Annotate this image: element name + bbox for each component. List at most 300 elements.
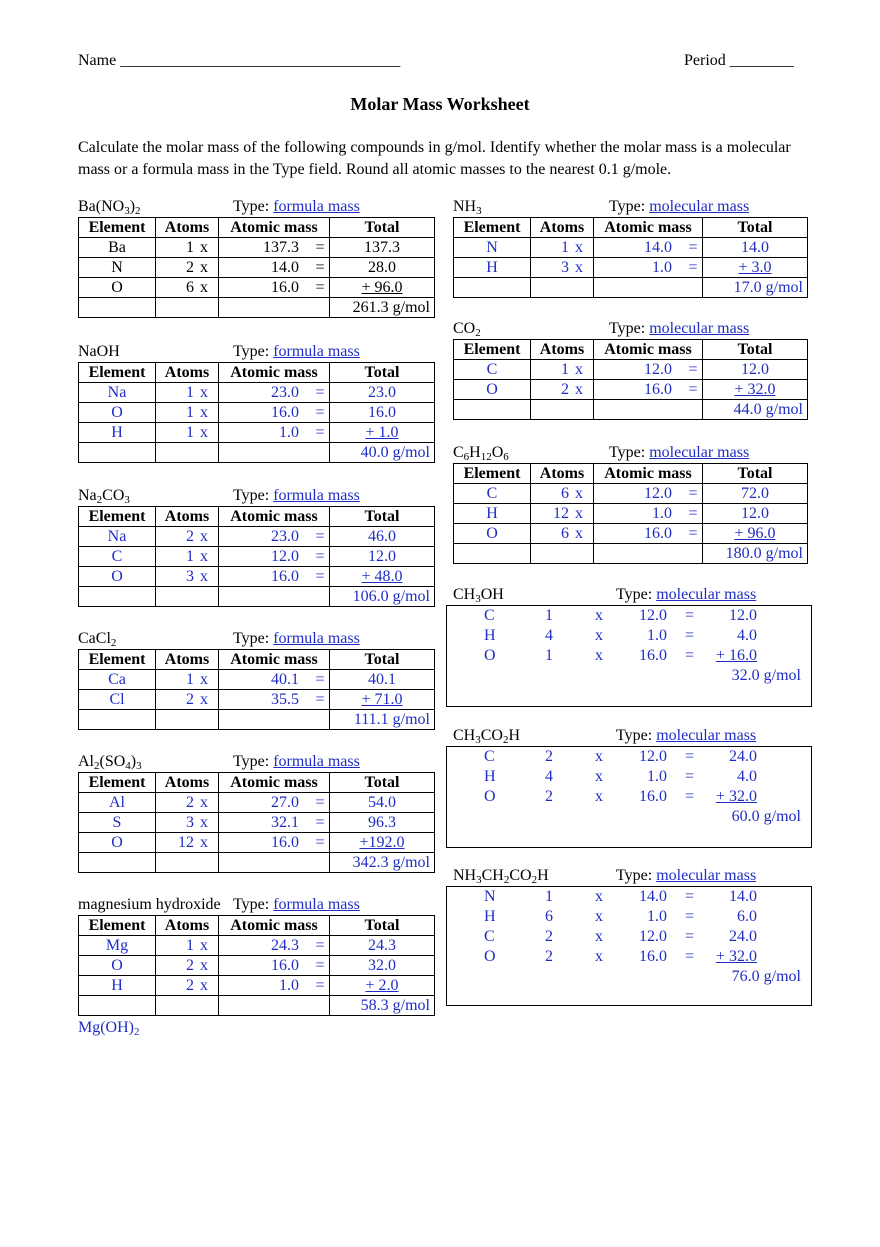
type-field[interactable]	[233, 896, 360, 914]
times-sign: x	[200, 690, 208, 708]
atom-count: 1	[186, 670, 194, 688]
atoms-cell[interactable]	[156, 690, 219, 710]
type-answer[interactable]: formula mass	[273, 198, 360, 215]
total-cell[interactable]	[330, 238, 435, 258]
problem-box-3	[446, 866, 818, 1006]
table-row	[79, 936, 435, 956]
table-row	[79, 403, 435, 423]
subscript: 3	[124, 205, 130, 217]
equals-sign: =	[685, 627, 695, 644]
atomic-mass-cell[interactable]	[594, 484, 703, 504]
type-answer[interactable]: molecular mass	[656, 727, 757, 744]
type-answer[interactable]: formula mass	[273, 487, 360, 504]
type-label: Type:	[616, 867, 653, 884]
total-cell[interactable]	[703, 380, 808, 400]
sum-row	[79, 853, 435, 873]
element-cell[interactable]: Al	[79, 793, 156, 813]
atom-count: 1	[545, 647, 553, 664]
times-sign: x	[595, 647, 603, 664]
column-header: Atoms	[156, 218, 219, 238]
row-total: + 1.0	[365, 423, 399, 441]
total-cell[interactable]	[330, 976, 435, 996]
subscript: 2	[502, 734, 509, 746]
empty-cell	[156, 298, 219, 318]
atomic-mass-cell[interactable]	[219, 403, 330, 423]
type-answer[interactable]: molecular mass	[649, 320, 750, 337]
times-sign: x	[200, 383, 208, 401]
column-header: Atomic mass	[219, 507, 330, 527]
column-header: Element	[454, 340, 531, 360]
work-line	[447, 928, 811, 948]
table-row	[454, 360, 808, 380]
times-sign: x	[200, 567, 208, 585]
atomic-mass: 23.0	[271, 527, 299, 545]
atomic-mass: 1.0	[647, 627, 667, 644]
table-row	[79, 383, 435, 403]
atomic-mass-cell[interactable]	[219, 238, 330, 258]
formula-part: )	[129, 198, 136, 215]
type-answer[interactable]: formula mass	[273, 630, 360, 647]
atomic-mass-cell[interactable]	[219, 936, 330, 956]
row-total: + 71.0	[361, 690, 403, 708]
atoms-cell[interactable]	[156, 956, 219, 976]
times-sign: x	[200, 423, 208, 441]
sum-value: 32.0 g/mol	[731, 667, 801, 684]
atomic-mass: 27.0	[271, 793, 299, 811]
atomic-mass-cell[interactable]	[594, 380, 703, 400]
atomic-mass-cell[interactable]	[219, 527, 330, 547]
formula-part: CaCl	[78, 630, 111, 647]
atomic-mass-cell[interactable]	[219, 547, 330, 567]
element-cell[interactable]: N	[454, 238, 531, 258]
element-cell[interactable]: O	[454, 524, 531, 544]
subscript: 3	[136, 760, 142, 772]
element-cell[interactable]: O	[79, 278, 156, 298]
molar-mass-total[interactable]: 111.1 g/mol	[330, 710, 435, 730]
table-header-row	[79, 916, 435, 936]
type-field[interactable]	[616, 867, 756, 885]
total-cell[interactable]	[330, 383, 435, 403]
subscript: 2	[135, 205, 141, 217]
problem-2	[78, 342, 435, 463]
type-label: Type:	[233, 630, 270, 647]
element-cell[interactable]: Cl	[79, 690, 156, 710]
atomic-mass-cell[interactable]	[219, 423, 330, 443]
type-field[interactable]	[233, 198, 360, 216]
sum-row	[79, 443, 435, 463]
element-cell[interactable]: H	[454, 504, 531, 524]
empty-cell	[156, 996, 219, 1016]
atomic-mass: 16.0	[639, 788, 667, 805]
atomic-mass: 1.0	[652, 504, 672, 522]
type-field[interactable]	[609, 320, 749, 338]
equals-sign: =	[688, 258, 698, 276]
type-field[interactable]	[616, 586, 756, 604]
column-header: Element	[79, 507, 156, 527]
total-cell[interactable]	[330, 403, 435, 423]
type-answer[interactable]: molecular mass	[649, 444, 750, 461]
element-cell[interactable]: C	[454, 484, 531, 504]
atoms-cell[interactable]	[156, 278, 219, 298]
element-cell[interactable]: N	[79, 258, 156, 278]
atomic-mass: 12.0	[644, 360, 672, 378]
formula-part: magnesium hydroxide	[78, 896, 221, 913]
atomic-mass-cell[interactable]	[219, 813, 330, 833]
total-cell[interactable]	[330, 527, 435, 547]
atom-count: 3	[561, 258, 569, 276]
compound-name	[453, 444, 509, 462]
atoms-cell[interactable]	[531, 258, 594, 278]
type-answer[interactable]: molecular mass	[656, 586, 757, 603]
total-cell[interactable]	[330, 690, 435, 710]
empty-cell	[219, 587, 330, 607]
times-sign: x	[575, 484, 583, 502]
atoms-cell[interactable]	[156, 403, 219, 423]
compound-name	[78, 343, 120, 361]
element-cell[interactable]: C	[79, 547, 156, 567]
times-sign: x	[595, 908, 603, 925]
atoms-cell[interactable]	[156, 527, 219, 547]
element-cell[interactable]: H	[454, 258, 531, 278]
atoms-cell[interactable]	[156, 423, 219, 443]
total-cell[interactable]	[330, 936, 435, 956]
period-field[interactable]: Period ________	[684, 52, 794, 69]
total-cell[interactable]	[703, 360, 808, 380]
times-sign: x	[200, 976, 208, 994]
problem-4	[78, 629, 435, 730]
row-total: 32.0	[368, 956, 396, 974]
atoms-cell[interactable]	[531, 504, 594, 524]
problem-header	[78, 342, 435, 362]
atom-count: 1	[186, 936, 194, 954]
atomic-mass-cell[interactable]	[219, 278, 330, 298]
molar-mass-total[interactable]: 261.3 g/mol	[330, 298, 435, 318]
element-cell[interactable]: H	[79, 976, 156, 996]
instructions: Calculate the molar mass of the following compounds in g/mol. Identify whether the molar mass is a molecular mass or a formula mass in the Type field. Round all atomic masses to the nearest 0.1 g/mole.	[78, 139, 791, 178]
type-field[interactable]	[233, 753, 360, 771]
row-total: + 32.0	[734, 380, 776, 398]
atom-count: 2	[186, 976, 194, 994]
atom-count: 6	[186, 278, 194, 296]
problem-header	[453, 319, 811, 339]
atomic-mass-cell[interactable]	[219, 567, 330, 587]
times-sign: x	[595, 748, 603, 765]
element-cell[interactable]: Na	[79, 527, 156, 547]
formula-part: NH	[453, 867, 477, 884]
element-cell[interactable]: C	[454, 360, 531, 380]
molar-mass-total[interactable]	[447, 968, 811, 988]
table-row	[79, 527, 435, 547]
problem-header	[78, 629, 435, 649]
row-total: + 96.0	[734, 524, 776, 542]
molar-mass-total[interactable]: 40.0 g/mol	[330, 443, 435, 463]
atom-count: 6	[561, 524, 569, 542]
row-total: 12.0	[741, 504, 769, 522]
element-symbol: C	[484, 928, 495, 945]
equals-sign: =	[315, 976, 325, 994]
work-line	[447, 748, 811, 768]
total-cell[interactable]	[330, 813, 435, 833]
atomic-mass: 14.0	[271, 258, 299, 276]
problem-box-1	[446, 585, 818, 707]
subscript: 3	[124, 494, 130, 506]
times-sign: x	[200, 238, 208, 256]
atomic-mass-cell[interactable]	[219, 793, 330, 813]
table-header-row	[454, 218, 808, 238]
molar-mass-table	[453, 339, 808, 420]
type-field[interactable]	[233, 343, 360, 361]
element-cell[interactable]: O	[79, 956, 156, 976]
subscript: 2	[110, 637, 117, 649]
atomic-mass: 23.0	[271, 383, 299, 401]
atomic-mass-cell[interactable]	[594, 524, 703, 544]
sum-row	[79, 587, 435, 607]
molar-mass-table	[78, 217, 435, 318]
atomic-mass: 1.0	[279, 976, 299, 994]
atomic-mass-cell[interactable]	[594, 504, 703, 524]
table-header-row	[79, 773, 435, 793]
total-cell[interactable]	[330, 670, 435, 690]
total-cell[interactable]	[330, 278, 435, 298]
row-total: 4.0	[737, 768, 757, 785]
times-sign: x	[200, 278, 208, 296]
molar-mass-table	[78, 772, 435, 873]
equals-sign: =	[315, 383, 325, 401]
equals-sign: =	[315, 793, 325, 811]
table-row	[454, 504, 808, 524]
atomic-mass: 24.3	[271, 936, 299, 954]
type-answer[interactable]: molecular mass	[649, 198, 750, 215]
atomic-mass-cell[interactable]	[219, 383, 330, 403]
molar-mass-total[interactable]	[447, 808, 811, 828]
equals-sign: =	[685, 647, 695, 664]
equals-sign: =	[688, 360, 698, 378]
equals-sign: =	[315, 238, 325, 256]
type-answer[interactable]: formula mass	[273, 753, 360, 770]
empty-cell	[454, 544, 531, 564]
empty-cell	[219, 443, 330, 463]
type-label: Type:	[233, 343, 270, 360]
atoms-cell[interactable]	[531, 360, 594, 380]
molar-mass-total[interactable]: 17.0 g/mol	[703, 278, 808, 298]
column-header: Element	[79, 773, 156, 793]
element-cell[interactable]: Mg	[79, 936, 156, 956]
subscript: 2	[475, 327, 481, 339]
column-header: Element	[454, 464, 531, 484]
type-field[interactable]	[616, 727, 756, 745]
atom-count: 1	[186, 403, 194, 421]
atomic-mass-cell[interactable]	[219, 258, 330, 278]
row-total: 12.0	[729, 607, 757, 624]
type-answer[interactable]: formula mass	[273, 896, 360, 913]
element-cell[interactable]: Ca	[79, 670, 156, 690]
empty-cell	[79, 710, 156, 730]
atomic-mass-cell[interactable]	[219, 670, 330, 690]
times-sign: x	[200, 956, 208, 974]
problem-right-3	[453, 443, 811, 564]
atoms-cell[interactable]	[531, 380, 594, 400]
equals-sign: =	[315, 690, 325, 708]
atomic-mass-cell[interactable]	[594, 360, 703, 380]
element-cell[interactable]: O	[79, 567, 156, 587]
total-cell[interactable]	[703, 484, 808, 504]
atomic-mass: 16.0	[639, 948, 667, 965]
molar-mass-total[interactable]: 342.3 g/mol	[330, 853, 435, 873]
atom-count: 1	[186, 238, 194, 256]
atomic-mass-cell[interactable]	[219, 956, 330, 976]
element-cell[interactable]: O	[79, 403, 156, 423]
work-line	[447, 788, 811, 808]
total-cell[interactable]	[330, 833, 435, 853]
column-header: Total	[330, 650, 435, 670]
element-cell[interactable]: O	[454, 380, 531, 400]
type-answer[interactable]: molecular mass	[656, 867, 757, 884]
times-sign: x	[200, 547, 208, 565]
atoms-cell[interactable]	[531, 484, 594, 504]
atomic-mass: 12.0	[644, 484, 672, 502]
atoms-cell[interactable]	[156, 238, 219, 258]
element-cell[interactable]: Na	[79, 383, 156, 403]
atomic-mass-cell[interactable]	[219, 833, 330, 853]
molar-mass-total[interactable]: 106.0 g/mol	[330, 587, 435, 607]
atomic-mass-cell[interactable]	[219, 976, 330, 996]
formula-part: (SO	[99, 753, 126, 770]
type-label: Type:	[609, 320, 646, 337]
atomic-mass-cell[interactable]	[219, 690, 330, 710]
molar-mass-total[interactable]: 180.0 g/mol	[703, 544, 808, 564]
total-cell[interactable]	[330, 793, 435, 813]
total-cell[interactable]	[330, 956, 435, 976]
type-field[interactable]	[609, 444, 749, 462]
column-header: Atomic mass	[219, 218, 330, 238]
atomic-mass: 16.0	[644, 524, 672, 542]
table-row	[79, 813, 435, 833]
sum-row	[454, 544, 808, 564]
total-cell[interactable]	[703, 524, 808, 544]
type-field[interactable]	[609, 198, 749, 216]
type-field[interactable]	[233, 487, 360, 505]
atom-count: 6	[545, 908, 553, 925]
atomic-mass: 12.0	[639, 748, 667, 765]
atoms-cell[interactable]	[531, 524, 594, 544]
problem-box-2	[446, 726, 818, 848]
column-header: Total	[703, 340, 808, 360]
type-label: Type:	[609, 198, 646, 215]
element-cell[interactable]: H	[79, 423, 156, 443]
total-cell[interactable]	[703, 258, 808, 278]
times-sign: x	[200, 670, 208, 688]
molar-mass-total[interactable]: 58.3 g/mol	[330, 996, 435, 1016]
formula-part: CH	[481, 867, 504, 884]
atoms-cell[interactable]	[156, 833, 219, 853]
column-header: Atomic mass	[219, 916, 330, 936]
atoms-cell[interactable]	[156, 547, 219, 567]
atoms-cell[interactable]	[531, 238, 594, 258]
compound-name	[453, 727, 520, 745]
total-cell[interactable]	[703, 504, 808, 524]
atoms-cell[interactable]	[156, 670, 219, 690]
atomic-mass-cell[interactable]	[594, 258, 703, 278]
times-sign: x	[595, 928, 603, 945]
compound-name	[78, 487, 130, 505]
table-row	[79, 258, 435, 278]
column-header: Total	[330, 218, 435, 238]
page-title: Molar Mass Worksheet	[350, 94, 530, 114]
column-header: Atomic mass	[219, 773, 330, 793]
type-answer[interactable]: formula mass	[273, 343, 360, 360]
subscript: 3	[475, 593, 481, 605]
atoms-cell[interactable]	[156, 813, 219, 833]
subscript: 12	[480, 451, 492, 463]
times-sign: x	[575, 504, 583, 522]
element-cell[interactable]: Ba	[79, 238, 156, 258]
row-total: + 32.0	[715, 948, 757, 965]
formula-part: CH	[453, 586, 476, 603]
table-row	[454, 238, 808, 258]
element-cell[interactable]: O	[79, 833, 156, 853]
equals-sign: =	[315, 547, 325, 565]
name-field[interactable]: Name ___________________________________	[78, 52, 401, 69]
type-field[interactable]	[233, 630, 360, 648]
total-cell[interactable]	[330, 423, 435, 443]
atomic-mass: 16.0	[271, 567, 299, 585]
compound-name	[78, 896, 221, 914]
total-cell[interactable]	[330, 567, 435, 587]
column-header: Element	[79, 650, 156, 670]
work-line	[447, 888, 811, 908]
atoms-cell[interactable]	[156, 567, 219, 587]
element-cell[interactable]: S	[79, 813, 156, 833]
atomic-mass-cell[interactable]	[594, 238, 703, 258]
formula-part: CO	[509, 867, 532, 884]
equals-sign: =	[315, 403, 325, 421]
equals-sign: =	[685, 908, 695, 925]
atomic-mass: 12.0	[271, 547, 299, 565]
atoms-cell[interactable]	[156, 976, 219, 996]
atom-count: 1	[545, 888, 553, 905]
atom-count: 2	[186, 690, 194, 708]
molar-mass-total[interactable]	[447, 667, 811, 687]
atomic-mass: 1.0	[647, 768, 667, 785]
atom-count: 1	[561, 238, 569, 256]
row-total: + 3.0	[738, 258, 772, 276]
atoms-cell[interactable]	[156, 258, 219, 278]
table-header-row	[79, 218, 435, 238]
atoms-cell[interactable]	[156, 936, 219, 956]
element-symbol: H	[484, 768, 496, 785]
equals-sign: =	[315, 423, 325, 441]
formula-part: C	[453, 444, 464, 461]
molar-mass-total[interactable]: 44.0 g/mol	[703, 400, 808, 420]
problem-header	[78, 486, 435, 506]
total-cell[interactable]	[330, 547, 435, 567]
equals-sign: =	[315, 527, 325, 545]
total-cell[interactable]	[703, 238, 808, 258]
column-header: Atoms	[531, 218, 594, 238]
element-symbol: O	[484, 647, 496, 664]
table-row	[79, 956, 435, 976]
atoms-cell[interactable]	[156, 793, 219, 813]
total-cell[interactable]	[330, 258, 435, 278]
times-sign: x	[595, 768, 603, 785]
atom-count: 12	[178, 833, 194, 851]
atom-count: 2	[186, 527, 194, 545]
empty-cell	[219, 996, 330, 1016]
equals-sign: =	[688, 524, 698, 542]
equals-sign: =	[688, 380, 698, 398]
atoms-cell[interactable]	[156, 383, 219, 403]
compound-name	[78, 753, 142, 771]
